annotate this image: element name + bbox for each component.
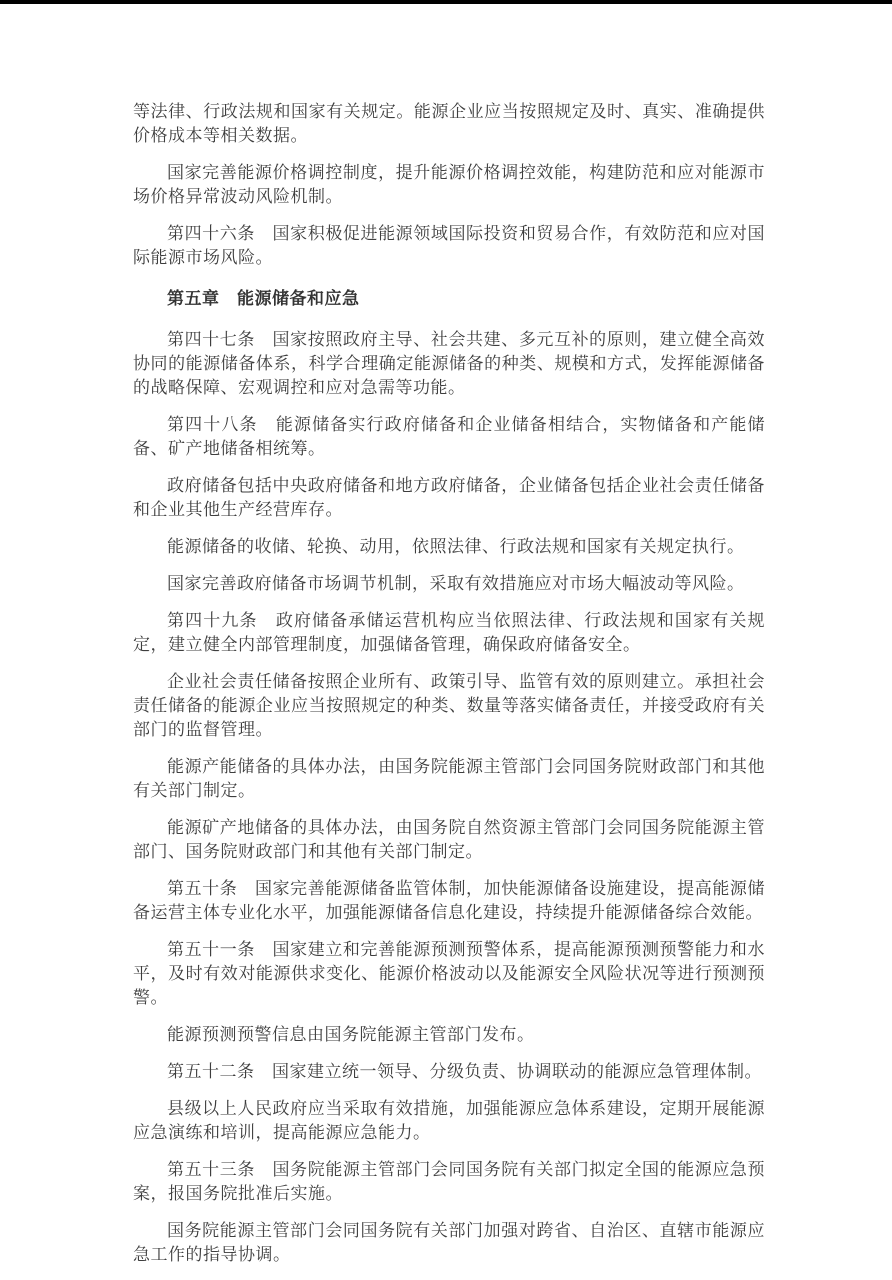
law-paragraph: 能源矿产地储备的具体办法，由国务院自然资源主管部门会同国务院能源主管部门、国务院财政部门和其他有关部门制定。 xyxy=(133,818,765,862)
paragraph-article-51: 第五十一条 国家建立和完善能源预测预警体系，提高能源预测预警能力和水平，及时有效对能源供求变化、能源价格波动以及能源安全风险状况等进行预测预警。 xyxy=(133,940,765,1008)
document-page-content xyxy=(133,100,765,1280)
paragraph-article-53: 第五十三条 国务院能源主管部门会同国务院有关部门拟定全国的能源应急预案，报国务院批准后实施。 xyxy=(133,1160,765,1204)
law-paragraph: 能源产能储备的具体办法，由国务院能源主管部门会同国务院财政部门和其他有关部门制定。 xyxy=(133,757,765,801)
law-paragraph: 政府储备包括中央政府储备和地方政府储备，企业储备包括企业社会责任储备和企业其他生产经营库存。 xyxy=(133,476,765,520)
top-border-line xyxy=(0,0,892,4)
paragraph-article-48: 第四十八条 能源储备实行政府储备和企业储备相结合，实物储备和产能储备、矿产地储备相统筹。 xyxy=(133,415,765,459)
chapter-heading: 第五章 能源储备和应急 xyxy=(167,289,360,309)
paragraph-article-52: 第五十二条 国家建立统一领导、分级负责、协调联动的能源应急管理体制。 xyxy=(167,1062,762,1082)
law-paragraph: 县级以上人民政府应当采取有效措施，加强能源应急体系建设，定期开展能源应急演练和培训，提高能源应急能力。 xyxy=(133,1099,765,1143)
paragraph-article-47: 第四十七条 国家按照政府主导、社会共建、多元互补的原则，建立健全高效协同的能源储备体系，科学合理确定能源储备的种类、规模和方式，发挥能源储备的战略保障、宏观调控和应对急需等功能。 xyxy=(133,330,765,398)
law-paragraph: 能源储备的收储、轮换、动用，依照法律、行政法规和国家有关规定执行。 xyxy=(167,537,745,557)
law-paragraph: 国家完善能源价格调控制度，提升能源价格调控效能，构建防范和应对能源市场价格异常波动风险机制。 xyxy=(133,163,765,207)
paragraph-article-46: 第四十六条 国家积极促进能源领域国际投资和贸易合作，有效防范和应对国际能源市场风险。 xyxy=(133,224,765,268)
law-paragraph: 能源预测预警信息由国务院能源主管部门发布。 xyxy=(167,1025,535,1045)
law-paragraph: 国务院能源主管部门会同国务院有关部门加强对跨省、自治区、直辖市能源应急工作的指导协调。 xyxy=(133,1221,765,1265)
paragraph-article-50: 第五十条 国家完善能源储备监管体制，加快能源储备设施建设，提高能源储备运营主体专业化水平，加强能源储备信息化建设，持续提升能源储备综合效能。 xyxy=(133,879,765,923)
law-paragraph: 国家完善政府储备市场调节机制，采取有效措施应对市场大幅波动等风险。 xyxy=(167,574,745,594)
continuation-paragraph: 等法律、行政法规和国家有关规定。能源企业应当按照规定及时、真实、准确提供价格成本等相关数据。 xyxy=(133,102,765,146)
law-paragraph: 企业社会责任储备按照企业所有、政策引导、监管有效的原则建立。承担社会责任储备的能源企业应当按照规定的种类、数量等落实储备责任，并接受政府有关部门的监督管理。 xyxy=(133,672,765,740)
paragraph-article-49: 第四十九条 政府储备承储运营机构应当依照法律、行政法规和国家有关规定，建立健全内部管理制度，加强储备管理，确保政府储备安全。 xyxy=(133,611,765,655)
